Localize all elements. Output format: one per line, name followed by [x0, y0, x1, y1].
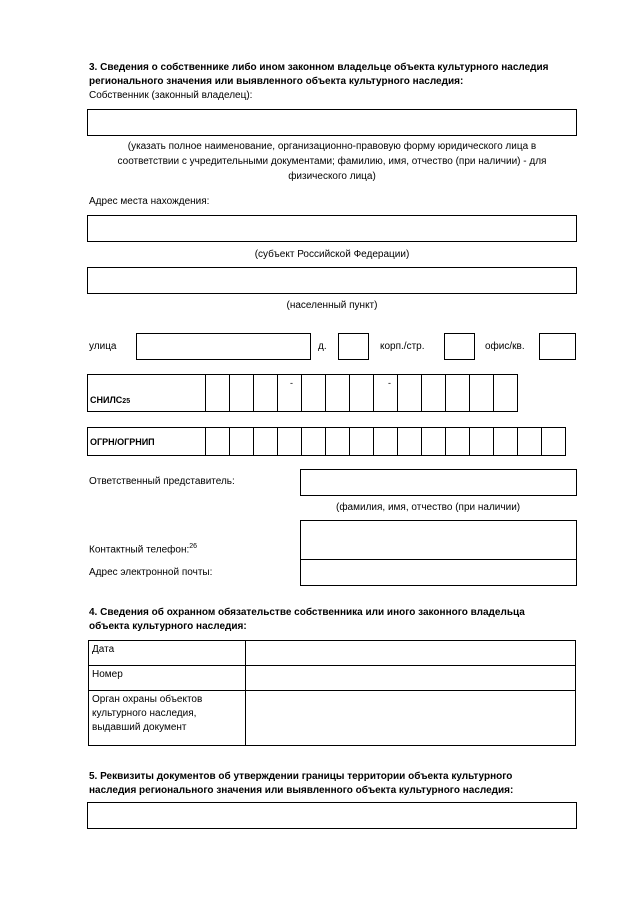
snils-label: СНИЛС 25 [88, 375, 206, 411]
ogrn-digit-cell[interactable] [422, 428, 446, 455]
street-field[interactable] [136, 333, 311, 360]
house-label: д. [318, 341, 327, 352]
section4-heading-line2: объекта культурного наследия: [89, 621, 247, 632]
ogrn-digit-cell[interactable] [542, 428, 566, 455]
email-field[interactable] [300, 559, 577, 586]
obligation-table [88, 640, 576, 746]
address-label: Адрес места нахождения: [89, 196, 210, 207]
section4-heading: 4. Сведения об охранном обязательстве собственника или иного законного владельца [89, 607, 525, 618]
ogrn-digit-cell[interactable] [374, 428, 398, 455]
representative-hint: (фамилия, имя, отчество (при наличии) [336, 502, 521, 513]
section5-heading-line2: наследия регионального значения или выявленного объекта культурного наследия: [89, 785, 514, 796]
obligation-authority-field[interactable] [246, 691, 576, 746]
snils-digit-cell[interactable] [206, 375, 230, 411]
obligation-date-label: Дата [89, 641, 246, 666]
ogrn-row [87, 427, 566, 456]
owner-hint-3: физического лица) [288, 171, 376, 182]
office-label: офис/кв. [485, 341, 525, 352]
ogrn-digit-cell[interactable] [230, 428, 254, 455]
ogrn-digit-cell[interactable] [326, 428, 350, 455]
ogrn-digit-cell[interactable] [350, 428, 374, 455]
ogrn-digit-cell[interactable] [254, 428, 278, 455]
table-row [89, 641, 576, 666]
snils-digit-cell[interactable] [470, 375, 494, 411]
phone-label: Контактный телефон:$^{26}$ [89, 543, 198, 556]
owner-field[interactable] [87, 109, 577, 136]
snils-digit-cell[interactable] [326, 375, 350, 411]
snils-digit-cell[interactable] [302, 375, 326, 411]
snils-digit-cell[interactable] [374, 375, 398, 411]
representative-label: Ответственный представитель: [89, 476, 235, 487]
obligation-date-field[interactable] [246, 641, 576, 666]
snils-digit-cell[interactable] [446, 375, 470, 411]
ogrn-label: ОГРН/ОГРНИП [88, 428, 206, 455]
ogrn-digit-cell[interactable] [494, 428, 518, 455]
snils-digit-cell[interactable] [494, 375, 518, 411]
house-field[interactable] [338, 333, 369, 360]
snils-digit-cell[interactable] [422, 375, 446, 411]
subject-field[interactable] [87, 215, 577, 242]
table-row [89, 691, 576, 746]
snils-digit-cell[interactable] [254, 375, 278, 411]
ogrn-digit-cell[interactable] [206, 428, 230, 455]
street-label: улица [89, 341, 117, 352]
office-field[interactable] [539, 333, 576, 360]
owner-hint-1: (указать полное наименование, организационно-правовую форму юридического лица в [127, 141, 537, 152]
ogrn-digit-cell[interactable] [446, 428, 470, 455]
ogrn-digit-cell[interactable] [518, 428, 542, 455]
section3-heading: 3. Сведения о собственнике либо ином законном владельце объекта культурного наследия [89, 62, 549, 73]
ogrn-digit-cell[interactable] [470, 428, 494, 455]
email-label: Адрес электронной почты: [89, 567, 213, 578]
building-field[interactable] [444, 333, 475, 360]
owner-label: Собственник (законный владелец): [89, 90, 253, 101]
snils-digit-cell[interactable] [230, 375, 254, 411]
obligation-number-field[interactable] [246, 666, 576, 691]
ogrn-digit-cell[interactable] [278, 428, 302, 455]
obligation-number-label: Номер [89, 666, 246, 691]
ogrn-digit-cell[interactable] [398, 428, 422, 455]
section3-heading-line2: регионального значения или выявленного объекта культурного наследия: [89, 76, 464, 87]
table-row [89, 666, 576, 691]
boundary-documents-field[interactable] [87, 802, 577, 829]
ogrn-digit-cell[interactable] [302, 428, 326, 455]
section5-heading: 5. Реквизиты документов об утверждении границы территории объекта культурного [89, 771, 513, 782]
obligation-authority-label: Орган охраны объектов культурного наследия, выдавший документ [89, 691, 246, 746]
snils-row [87, 374, 518, 412]
owner-hint-2: соответствии с учредительными документами; фамилию, имя, отчество (при наличии) - для [117, 156, 547, 167]
snils-digit-cell[interactable] [398, 375, 422, 411]
locality-hint: (населенный пункт) [286, 300, 378, 311]
snils-digit-cell[interactable] [350, 375, 374, 411]
representative-field[interactable] [300, 469, 577, 496]
snils-separator: - [290, 378, 293, 388]
subject-hint: (субъект Российской Федерации) [254, 249, 410, 260]
phone-field[interactable] [300, 520, 577, 560]
locality-field[interactable] [87, 267, 577, 294]
snils-separator: - [388, 378, 391, 388]
building-label: корп./стр. [380, 341, 425, 352]
